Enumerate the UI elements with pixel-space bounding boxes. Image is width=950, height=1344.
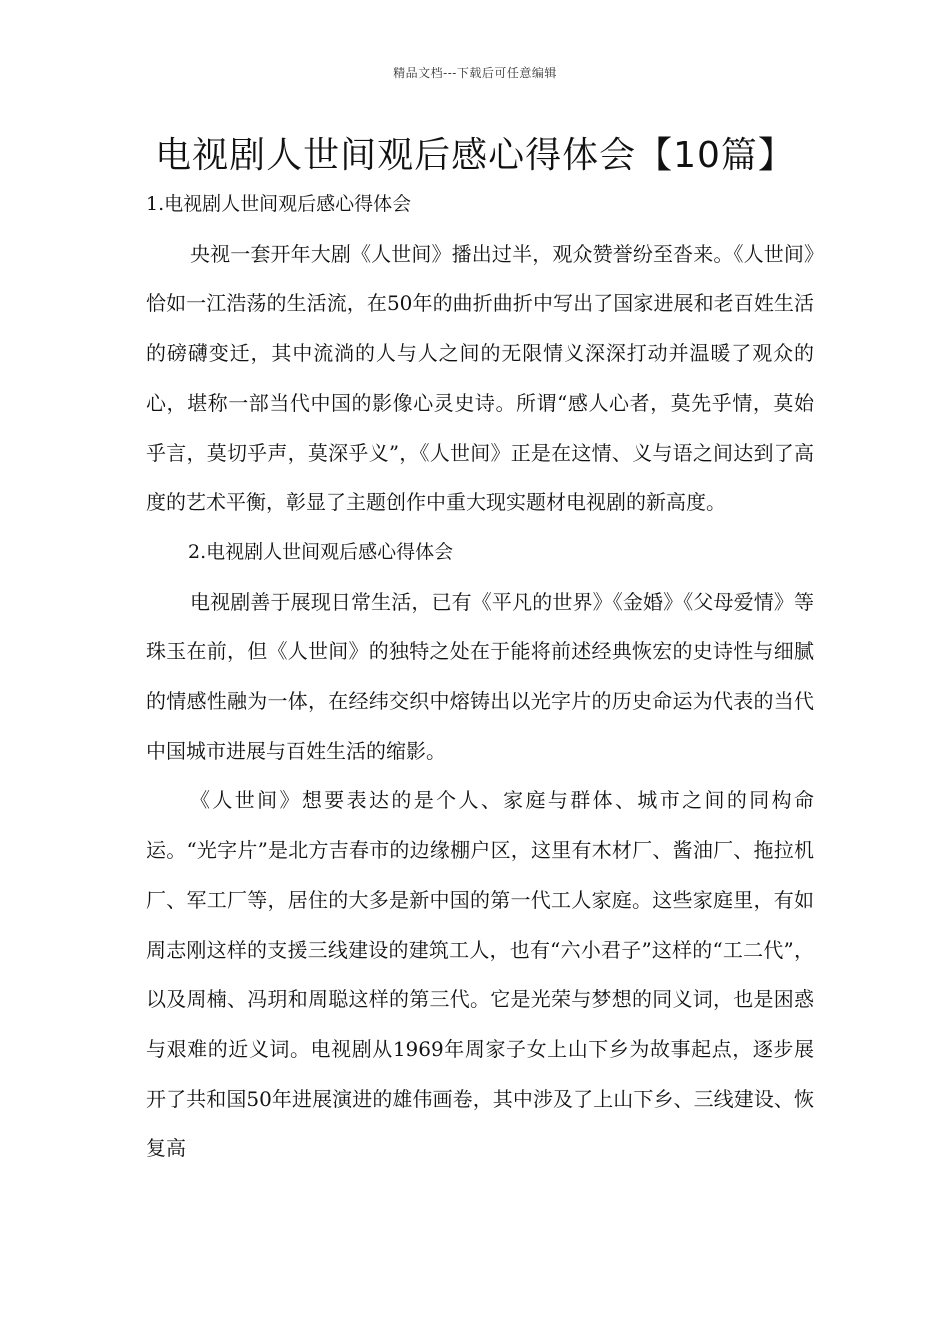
paragraph: 央视一套开年大剧《人世间》播出过半，观众赞誉纷至沓来。《人世间》恰如一江浩荡的生活流，在50年的曲折曲折中写出了国家进展和老百姓生活的磅礴变迁，其中流淌的人与人之间的无限情义深深打动并温暖了观众的心，堪称一部当代中国的影像心灵史诗。所谓“感人心者，莫先乎情，莫始乎言，莫切乎声，莫深乎义”，《人世间》正是在这情、义与语之间达到了高度的艺术平衡，彰显了主题创作中重大现实题材电视剧的新高度。 — [146, 241, 814, 515]
paragraph: 电视剧善于展现日常生活，已有《平凡的世界》《金婚》《父母爱情》等珠玉在前，但《人世间》的独特之处在于能将前述经典恢宏的史诗性与细腻的情感性融为一体，在经纬交织中熔铸出以光字片的历史命运为代表的当代中国城市进展与百姓生活的缩影。 — [146, 589, 814, 763]
header-note: 精品文档---下载后可任意编辑 — [393, 66, 557, 80]
paragraph: 《人世间》想要表达的是个人、家庭与群体、城市之间的同构命运。“光字片”是北方吉春市的边缘棚户区，这里有木材厂、酱油厂、拖拉机厂、军工厂等，居住的大多是新中国的第一代工人家庭。这些家庭里，有如周志刚这样的支援三线建设的建筑工人，也有“六小君子”这样的“工二代”，以及周楠、冯玥和周聪这样的第三代。它是光荣与梦想的同义词，也是困惑与艰难的近义词。电视剧从1969年周家子女上山下乡为故事起点，逐步展开了共和国50年进展演进的雄伟画卷，其中涉及了上山下乡、三线建设、恢复高 — [146, 788, 814, 1161]
section-heading-1: 1.电视剧人世间观后感心得体会 — [146, 193, 412, 215]
document-title: 电视剧人世间观后感心得体会【10篇】 — [155, 135, 795, 176]
section-heading-2: 2.电视剧人世间观后感心得体会 — [188, 540, 454, 563]
document-body — [146, 180, 814, 1174]
